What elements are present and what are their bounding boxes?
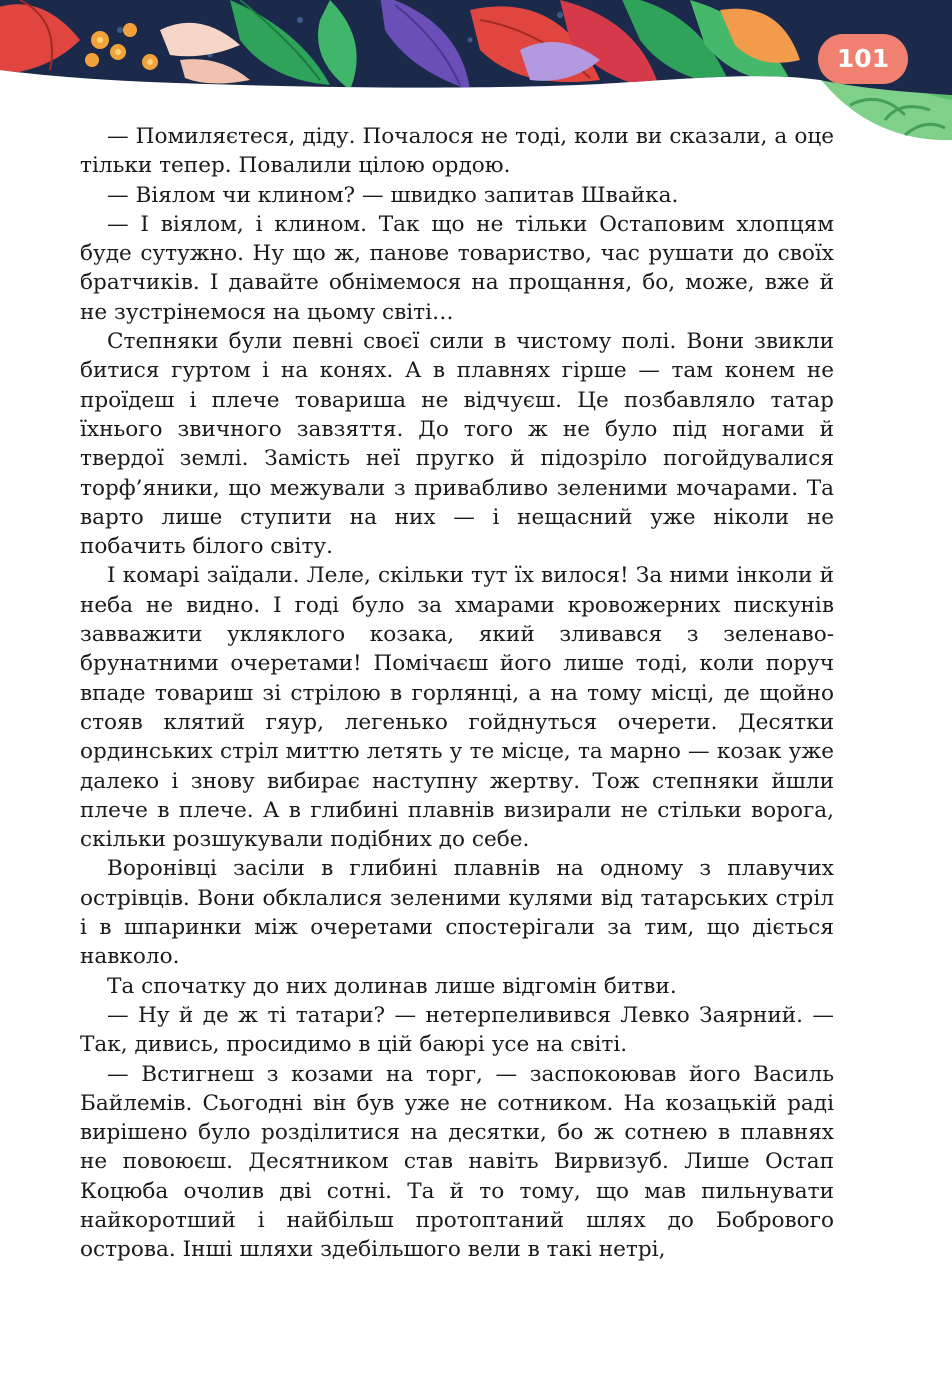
body-text <box>80 122 834 1265</box>
paragraph: — Ну й де ж ті татари? — нетерпеливився Левко Заярний. — Так, дивись, просидимо в цій баюрі усе на світі. <box>80 1002 834 1058</box>
paragraph: Та спочатку до них долинав лише відгомін битви. <box>107 973 677 999</box>
page-number-badge: 101 <box>818 34 908 84</box>
paragraph: — Віялом чи клином? — швидко запитав Швайка. <box>107 182 679 208</box>
paragraph: — І віялом, і клином. Так що не тільки Остаповим хлопцям буде сутужно. Ну що ж, панове товариство, час рушати до своїх братчиків. І давайте обнімемося на прощання, бо, може, вже й не зустрінемося на цьому світі… <box>80 211 834 325</box>
paragraph: І комарі заїдали. Леле, скільки тут їх вилося! За ними інколи й неба не видно. І годі було за хмарами кровожерних пискунів завважити укляклого козака, який зливався з зеленаво-брунатними очеретами! Помічаєш його лише тоді, коли поруч впаде товариш зі стрілою в горлянці, а на тому місці, де щойно стояв клятий гяур, легенько гойднуться очерети. Десятки ординських стріл миттю летять у те місце, та марно — козак уже далеко і знову вибирає наступну жертву. Тож степняки йшли плече в плече. А в глибині плавнів визирали не стільки ворога, скільки розшукували подібних до себе. <box>80 563 834 853</box>
paragraph: — Помиляєтеся, діду. Почалося не тоді, коли ви сказали, а оце тільки тепер. Повалили цілою ордою. <box>80 124 834 179</box>
paragraph: — Встигнеш з козами на торг, — заспокоював його Василь Байлемів. Сьогодні він був уже не сотником. На козацькій раді вирішено було розділитися на десятки, бо ж сотнею в плавнях не повоюєш. Десятником став навіть Вирвизуб. Лише Остап Коцюба очолив дві сотні. Та й то тому, що мав пильнувати найкоротший і найбільш протоптаний шлях до Бобрового острова. Інші шляхи здебільшого вели в такі нетрі, <box>80 1061 834 1263</box>
paragraph: Степняки були певні своєї сили в чистому полі. Вони звикли битися гуртом і на конях. А в плавнях гірше — там конем не проїдеш і плече товариша не відчуєш. Це позбавляло татар їхнього звичного завзяття. До того ж не було під ногами й твердої землі. Замість неї пругко й підозріло погойдувалися торф’яники, що межували з привабливо зеленими мочарами. Та варто лише ступити на них — і нещасний уже ніколи не побачить білого світу. <box>80 329 834 560</box>
paragraph: Воронівці засіли в глибині плавнів на одному з плавучих острівців. Вони обклалися зеленими кулями від татарських стріл і в шпаринки між очеретами спостерігали за тим, що діється навколо. <box>80 856 834 970</box>
